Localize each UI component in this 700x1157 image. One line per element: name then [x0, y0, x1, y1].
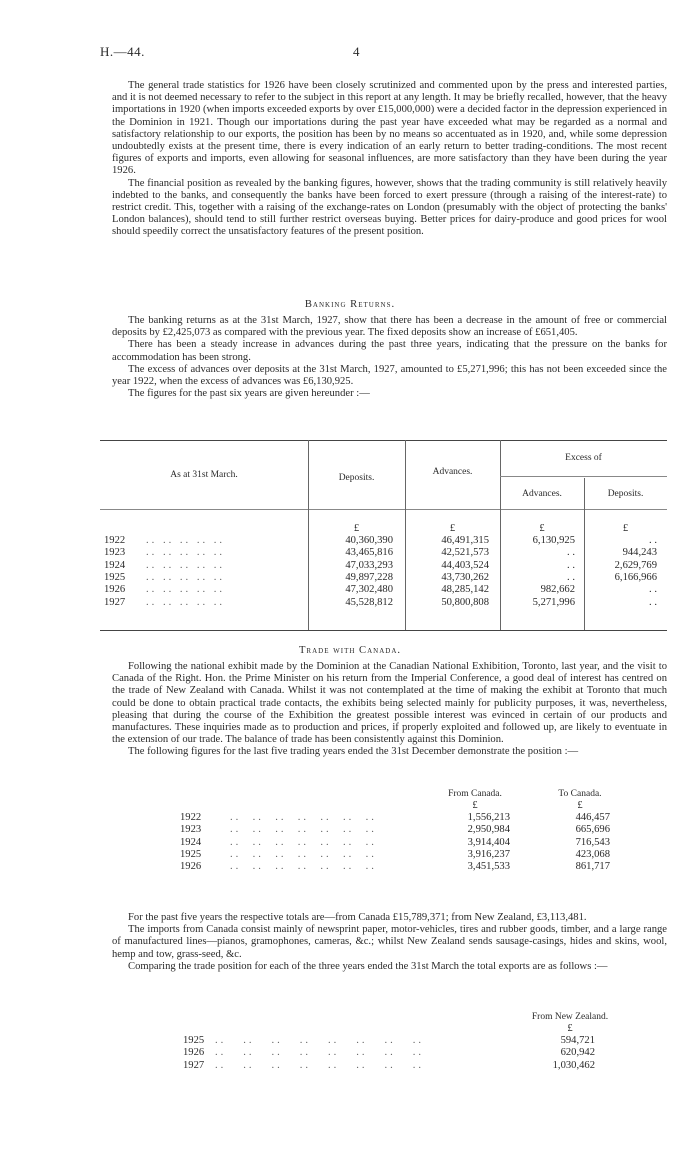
leader-dots: .. .. .. .. ..: [146, 559, 226, 571]
leader-dots: .. .. .. .. .. .. .. ..: [215, 1059, 424, 1071]
row-year: 1922: [104, 535, 126, 546]
intro-section: [112, 80, 667, 239]
unit-excess-deposits: £: [622, 523, 629, 534]
row-year: 1923: [180, 824, 202, 836]
banking-heading: Banking Returns.: [304, 299, 396, 310]
report-reference: H.—44.: [100, 44, 145, 59]
cell-to-canada: 423,068: [575, 848, 610, 860]
unit-deposits: £: [353, 523, 360, 534]
leader-dots: .. .. .. .. .. .. ..: [230, 824, 377, 836]
col-header-year: As at 31st March.: [170, 470, 238, 480]
cell-to-canada: 665,696: [575, 824, 610, 836]
leader-dots: .. .. .. .. .. .. .. ..: [215, 1035, 424, 1046]
banking-paragraph-4: The figures for the past six years are given hereunder :—: [128, 388, 370, 400]
leader-dots: .. .. .. .. ..: [146, 547, 226, 559]
leader-dots: .. .. .. .. ..: [146, 584, 226, 596]
cell-to-canada: 861,717: [575, 861, 610, 873]
canada-paragraph-4: The imports from Canada consist mainly of newsprint paper, motor-vehicles, tires and rubber goods, timber, and a large range of manufactured lines—pianos, gramophones, cameras, &c.; whilst New Zealand sends sausage-casings, hides and skins, wool, hemp and tow, grass-seed, &c.: [112, 924, 667, 960]
row-year: 1925: [183, 1035, 205, 1046]
intro-paragraph-2: The financial position as revealed by the banking figures, however, shows that the trading community is still relatively heavily indebted to the banks, and consequently the banks have been forced to exert pressure (through a raising of the interest-rate) to restrict credit. This, together with a raising of the exchange-rates on London (presumably with the object of protecting the banks' London balances), should tend to still further restrict overseas buying. Better prices for dairy-produce and good prices for wool should speedily correct the unsatisfactory features of the present position.: [112, 177, 667, 238]
cell-excess-advances: 5,271,996: [532, 596, 575, 608]
row-year: 1924: [104, 559, 126, 571]
cell-advances: 42,521,573: [441, 547, 489, 559]
cell-advances: 43,730,262: [441, 571, 489, 583]
row-year: 1926: [180, 861, 202, 873]
cell-advances: 50,800,808: [441, 596, 489, 608]
cell-deposits: 40,360,390: [345, 535, 393, 546]
leader-dots: .. .. .. .. .. .. .. ..: [215, 1047, 424, 1059]
unit-to-canada: £: [577, 800, 583, 811]
cell-excess-deposits: 944,243: [622, 547, 657, 559]
row-year: 1923: [104, 547, 126, 559]
cell-deposits: 45,528,812: [345, 596, 393, 608]
col-header-from-canada: From Canada.: [448, 789, 502, 799]
banking-paragraph-3: The excess of advances over deposits at the 31st March, 1927, amounted to £5,271,996; this has not been exceeded since the year 1922, when the excess of advances was £6,130,925.: [112, 363, 667, 388]
cell-from-canada: 1,556,213: [467, 812, 510, 823]
unit-from-canada: £: [472, 800, 478, 811]
col-header-advances: Advances.: [432, 467, 473, 477]
unit-from-new-zealand: £: [567, 1023, 573, 1034]
col-header-from-new-zealand: From New Zealand.: [531, 1012, 609, 1022]
cell-deposits: 43,465,816: [345, 547, 393, 559]
cell-deposits: 47,033,293: [345, 559, 393, 571]
col-header-to-canada: To Canada.: [558, 789, 602, 799]
cell-to-canada: 446,457: [575, 812, 610, 823]
cell-advances: 44,403,524: [441, 559, 489, 571]
page-number: 4: [353, 44, 360, 59]
canada-paragraph-3: For the past five years the respective totals are—from Canada £15,789,371; from New Zealand, £3,113,481.: [128, 912, 587, 923]
canada-section-2: [112, 912, 667, 973]
banking-table: [100, 440, 667, 636]
cell-excess-advances: 6,130,925: [532, 535, 575, 546]
cell-from-canada: 3,916,237: [467, 848, 510, 860]
leader-dots: .. .. .. .. .. .. ..: [230, 848, 377, 860]
canada-paragraph-1: Following the national exhibit made by the Dominion at the Canadian National Exhibition, Toronto, last year, and the visit to Canada of the Right. Hon. the Prime Minister on his return from the Imperial Conference, a good deal of interest has centred on the trade of New Zealand with Canada. Whilst it was not contemplated at the time of making the exhibit at Toronto that much could be done to obtain practical trade contacts, the exhibits being selected mainly for publicity purposes, it was, nevertheless, pleasing that during the course of the Exhibition the greatest possible interest was evinced in certain of our products and manufactures. These inquiries made as to production and prices, if properly exploited and followed up, are likely to eventuate in the extension of our trade. The balance of trade has been consistently against this Dominion.: [112, 661, 667, 746]
cell-from-new-zealand: 620,942: [560, 1047, 595, 1059]
cell-excess-advances: . .: [567, 559, 575, 571]
leader-dots: .. .. .. .. .. .. ..: [230, 836, 377, 848]
cell-excess-advances: . .: [567, 571, 575, 583]
canada-heading: Trade with Canada.: [298, 645, 402, 656]
cell-deposits: 49,897,228: [345, 571, 393, 583]
row-year: 1922: [180, 812, 202, 823]
intro-paragraph-1: The general trade statistics for 1926 have been closely scrutinized and commented upon by the press and interested parties, and it is not deemed necessary to refer to the subject in this report at any length. It may be briefly recalled, however, that the heavy importations in 1920 (when imports exceeded exports by over £15,000,000) were a decided factor in the depression experienced in the Dominion in 1921. Though our importations during the past year have exceeded what may be regarded as a normal and satisfactory relationship to our exports, the position has been by no means so accentuated as in 1920, and, while some depression undoubtedly exists at the present time, there is every indication of an early return to better trading-conditions. The most recent figures of exports and imports, even allowing for seasonal influences, are more satisfactory than they have been during the year 1926.: [112, 80, 667, 177]
leader-dots: .. .. .. .. .. .. ..: [230, 861, 377, 873]
banking-section: [112, 315, 667, 400]
banking-paragraph-2: There has been a steady increase in advances during the past three years, indicating that the pressure on the banks for accommodation has been strong.: [112, 339, 667, 363]
unit-advances: £: [449, 523, 456, 534]
row-year: 1926: [104, 584, 126, 596]
row-year: 1924: [180, 836, 202, 848]
cell-advances: 46,491,315: [441, 535, 489, 546]
row-year: 1925: [104, 571, 126, 583]
leader-dots: .. .. .. .. ..: [146, 571, 226, 583]
cell-excess-deposits: 6,166,966: [614, 571, 657, 583]
cell-excess-advances: . .: [567, 547, 575, 559]
canada-paragraph-2: The following figures for the last five trading years ended the 31st December demonstrate the position :—: [128, 746, 579, 758]
unit-excess-advances: £: [539, 523, 545, 534]
leader-dots: .. .. .. .. ..: [146, 535, 226, 546]
cell-excess-advances: 982,662: [540, 584, 575, 596]
cell-from-canada: 3,451,533: [467, 861, 510, 873]
banking-paragraph-1: The banking returns as at the 31st March, 1927, show that there has been a decrease in the amount of free or commercial deposits by £2,425,073 as compared with the previous year. The fixed deposits show an increase of £651,405.: [112, 315, 667, 339]
canada-section-1: [112, 661, 667, 759]
cell-from-canada: 3,914,404: [467, 836, 510, 848]
cell-excess-deposits: . .: [649, 596, 657, 608]
cell-from-new-zealand: 594,721: [560, 1035, 595, 1046]
cell-to-canada: 716,543: [575, 836, 610, 848]
cell-excess-deposits: . .: [649, 535, 657, 546]
col-header-excess: Excess of: [565, 453, 602, 463]
row-year: 1927: [183, 1059, 205, 1071]
leader-dots: .. .. .. .. ..: [146, 596, 226, 608]
leader-dots: .. .. .. .. .. .. ..: [230, 812, 377, 823]
cell-excess-deposits: . .: [649, 584, 657, 596]
cell-deposits: 47,302,480: [345, 584, 393, 596]
cell-from-new-zealand: 1,030,462: [552, 1059, 595, 1071]
canada-paragraph-5: Comparing the trade position for each of the three years ended the 31st March the total exports are as follows :—: [128, 960, 608, 972]
cell-excess-deposits: 2,629,769: [614, 559, 657, 571]
cell-advances: 48,285,142: [441, 584, 489, 596]
col-header-excess-deposits: Deposits.: [607, 489, 644, 499]
row-year: 1927: [104, 596, 126, 608]
col-header-deposits: Deposits.: [338, 473, 375, 483]
row-year: 1926: [183, 1047, 205, 1059]
cell-from-canada: 2,950,984: [467, 824, 510, 836]
col-header-excess-advances: Advances.: [522, 489, 562, 499]
row-year: 1925: [180, 848, 202, 860]
